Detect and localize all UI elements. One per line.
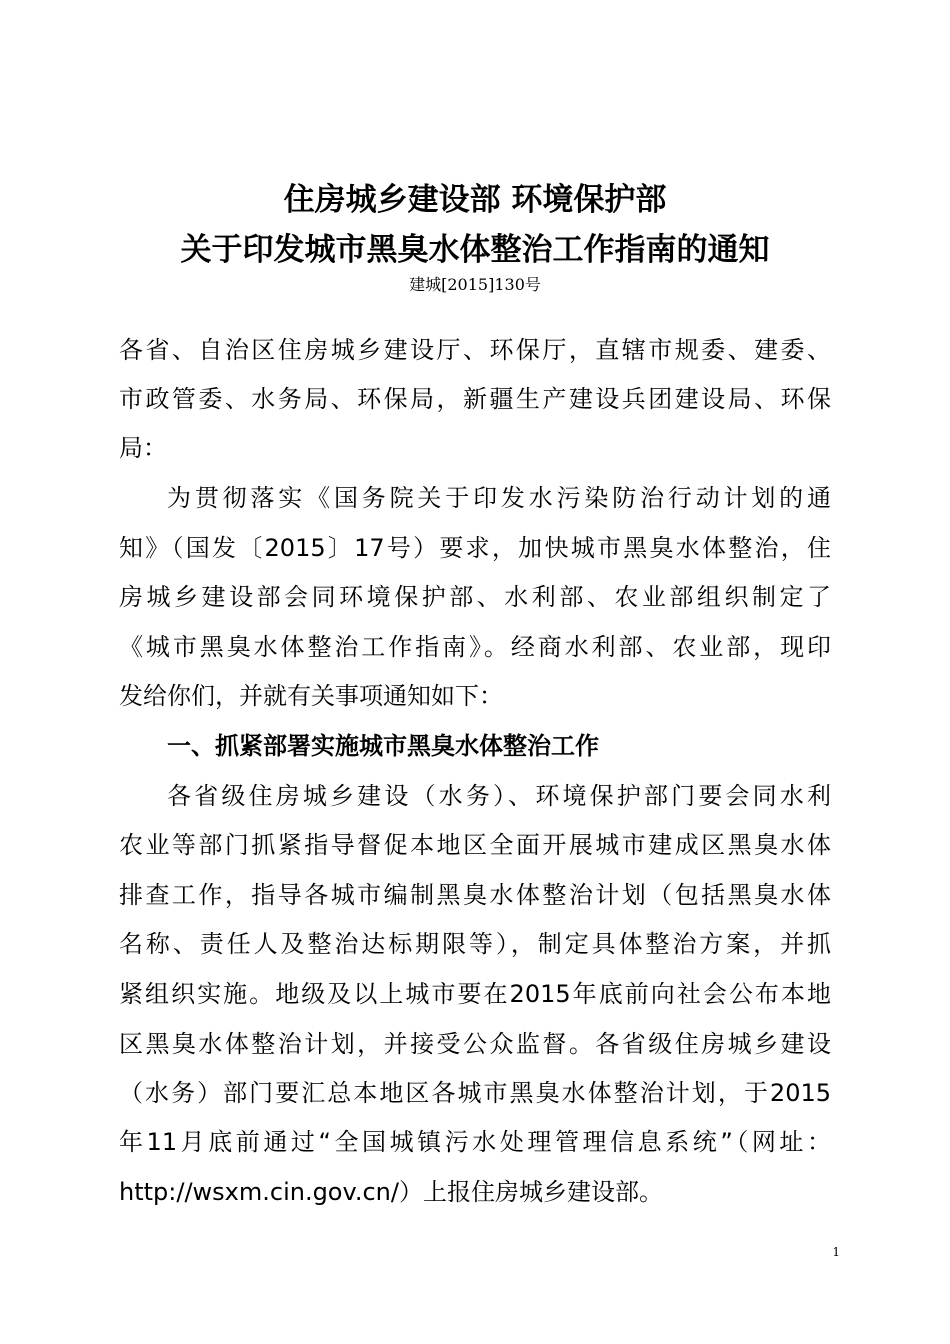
- text-line: 名称、责任人及整治达标期限等），制定具体整治方案，并抓: [119, 930, 831, 958]
- document-number: 建城[2015]130号: [409, 275, 541, 294]
- text-line: 知》（国发〔2015〕17号）要求，加快城市黑臭水体整治，住: [119, 534, 831, 562]
- text-line: 区黑臭水体整治计划，并接受公众监督。各省级住房城乡建设: [119, 1030, 831, 1058]
- text-line: 《城市黑臭水体整治工作指南》。经商水利部、农业部，现印: [119, 633, 831, 661]
- text-line: 排查工作，指导各城市编制黑臭水体整治计划（包括黑臭水体: [119, 881, 831, 909]
- text-line: 各省、自治区住房城乡建设厅、环保厅，直辖市规委、建委、: [119, 336, 831, 364]
- document-title-line-1: 住房城乡建设部 环境保护部: [283, 182, 667, 218]
- text-line: 为贯彻落实《国务院关于印发水污染防治行动计划的通: [167, 484, 831, 512]
- section-heading: 一、抓紧部署实施城市黑臭水体整治工作: [167, 732, 599, 760]
- text-line: 房城乡建设部会同环境保护部、水利部、农业部组织制定了: [119, 583, 831, 611]
- text-line: http://wsxm.cin.gov.cn/）上报住房城乡建设部。: [119, 1178, 663, 1206]
- text-line: 局：: [119, 434, 167, 462]
- text-line: 市政管委、水务局、环保局，新疆生产建设兵团建设局、环保: [119, 385, 831, 413]
- text-line: 紧组织实施。地级及以上城市要在2015年底前向社会公布本地: [119, 980, 831, 1008]
- text-line: 各省级住房城乡建设（水务）、环境保护部门要会同水利: [167, 782, 831, 810]
- text-line: 年11月底前通过“全国城镇污水处理管理信息系统”（网址：: [119, 1128, 831, 1156]
- text-line: 发给你们，并就有关事项通知如下：: [119, 682, 503, 710]
- document-title-line-2: 关于印发城市黑臭水体整治工作指南的通知: [180, 232, 770, 268]
- text-line: （水务）部门要汇总本地区各城市黑臭水体整治计划，于2015: [119, 1079, 831, 1107]
- text-line: 农业等部门抓紧指导督促本地区全面开展城市建成区黑臭水体: [119, 831, 831, 859]
- page-number: 1: [832, 1245, 840, 1259]
